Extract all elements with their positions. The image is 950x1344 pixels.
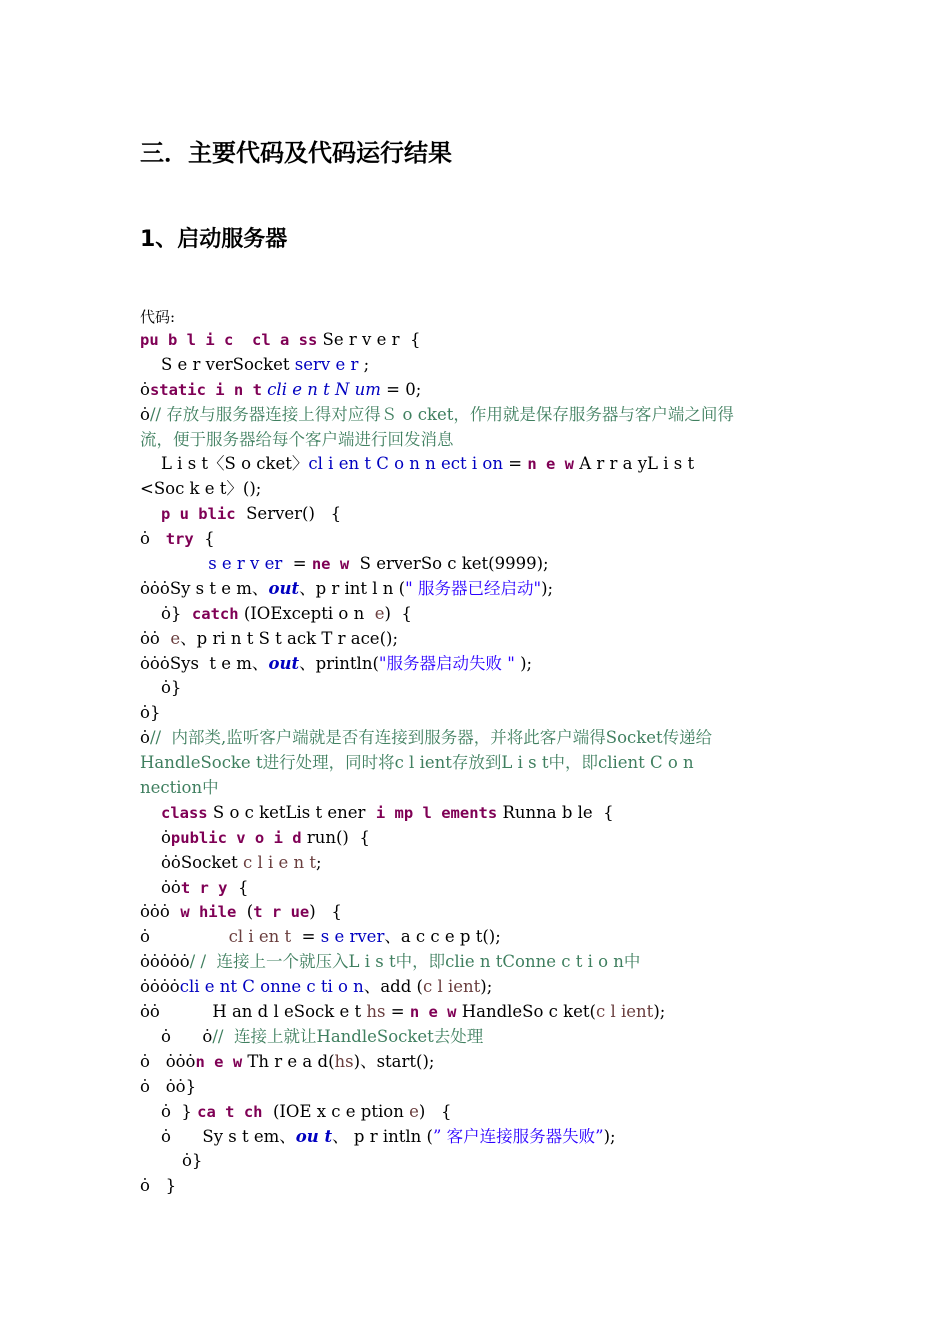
code-token: ȯ: [140, 529, 150, 549]
code-token: n e w: [527, 455, 574, 474]
code-token: // 存放与服务器连接上得对应得Ｓ o cket，作用就是保存服务器与客户端之间得: [149, 404, 734, 424]
code-line: [140, 452, 840, 477]
code-token: }: [170, 678, 182, 698]
code-token: Se r v e r {: [317, 330, 421, 349]
code-token: ) {: [384, 603, 412, 623]
code-token: ;: [316, 852, 322, 872]
code-token: cli e nt C onne c ti o n: [179, 977, 364, 997]
code-token: ȯȯ: [140, 628, 160, 648]
code-token: ȯȯȯ: [140, 902, 170, 922]
code-token: hs: [366, 1002, 386, 1022]
code-token: [140, 803, 161, 822]
code-token: {: [227, 877, 249, 897]
code-line: [140, 552, 840, 577]
code-token: 、println(: [299, 653, 379, 673]
code-token: =: [502, 454, 528, 474]
code-line: [140, 403, 840, 428]
code-token: =: [291, 927, 321, 947]
code-token: ȯȯ: [160, 877, 181, 897]
code-token: [140, 554, 208, 573]
code-token: {: [193, 529, 215, 549]
code-token: [150, 529, 166, 548]
code-token: ȯ: [140, 703, 150, 723]
code-token: ) {: [418, 1101, 452, 1121]
code-token: );: [653, 1002, 666, 1022]
code-token: ȯ: [160, 678, 171, 698]
code-line: [140, 925, 840, 950]
code-line: [140, 1100, 840, 1125]
code-token: pu b l i c cl a ss: [140, 331, 318, 349]
code-token: ȯ: [160, 1026, 171, 1046]
code-token: S erverSo c ket(9999);: [349, 554, 549, 574]
code-token: / / 连接上一个就压入L i s t中，即clie n tConne c t i o n中: [189, 952, 641, 972]
code-token: catch: [191, 604, 239, 623]
code-token: ca t ch: [197, 1102, 263, 1121]
code-token: [150, 1052, 166, 1071]
code-token: ȯȯȯ: [140, 578, 170, 598]
code-token: ȯ: [160, 1126, 171, 1146]
code-token: Sy s t e m、: [169, 578, 269, 598]
code-token: H an d l eSock e t: [159, 1002, 367, 1022]
code-token: [170, 902, 181, 921]
code-token: A r r a yL i s t: [573, 454, 695, 474]
code-token: ȯ: [160, 1101, 171, 1121]
code-token: ȯ: [160, 603, 171, 623]
code-token: ne w: [311, 555, 350, 574]
code-token: [140, 828, 161, 847]
code-token: =: [385, 1002, 410, 1022]
code-token: Server() {: [235, 504, 342, 524]
code-token: [140, 1102, 161, 1121]
code-block: [140, 328, 840, 1199]
code-token: ȯ: [202, 1026, 213, 1046]
subsection-heading: 1、启动服务器: [140, 227, 288, 252]
code-token: Socket: [180, 852, 243, 872]
code-token: );: [603, 1126, 616, 1146]
code-token: e: [409, 1101, 419, 1121]
code-token: ȯȯ: [160, 852, 181, 872]
code-token: try: [165, 530, 194, 549]
code-token: (: [236, 902, 254, 922]
code-token: out: [268, 653, 300, 673]
code-token: S e r verSocket: [140, 354, 295, 374]
code-line: [140, 950, 840, 975]
code-token: w hile: [180, 903, 237, 922]
code-token: c l ient: [596, 1002, 654, 1022]
code-line: [140, 776, 840, 801]
code-token: t r y: [180, 878, 228, 897]
code-token: );: [541, 578, 554, 598]
code-token: 流，便于服务器给每个客户端进行回发消息: [140, 429, 454, 449]
code-token: p u blic: [160, 505, 236, 524]
code-token: class: [160, 803, 208, 822]
code-token: [160, 629, 171, 648]
code-token: [140, 504, 161, 523]
section-heading: 三．主要代码及代码运行结果: [140, 139, 452, 167]
code-token: s e rver: [320, 927, 385, 947]
code-token: }: [191, 1151, 203, 1171]
code-token: 、add (: [363, 977, 423, 997]
code-line: [140, 428, 840, 453]
code-line: [140, 652, 840, 677]
code-token: <Soc k e t〉();: [140, 479, 262, 499]
code-token: "服务器启动失败 ": [378, 653, 515, 673]
code-token: ȯȯ: [140, 1002, 160, 1022]
code-token: HandleSo c ket(: [456, 1002, 596, 1022]
code-token: ȯȯȯȯȯ: [140, 952, 190, 972]
code-token: ȯ: [181, 1151, 192, 1171]
code-token: [150, 927, 229, 946]
code-token: [150, 1077, 166, 1096]
code-token: = 0;: [380, 379, 422, 399]
code-token: L i s t〈S o cket〉: [140, 454, 309, 474]
code-line: [140, 1025, 840, 1050]
code-token: HandleSocke t进行处理，同时将c l ient存放到L i s t中，即client C o n: [140, 753, 694, 773]
code-token: ȯȯ: [165, 1076, 186, 1096]
code-token: (IOExcepti o n: [238, 603, 375, 623]
code-token: t r ue: [253, 903, 310, 922]
code-line: [140, 676, 840, 701]
code-token: ȯȯȯ: [165, 1051, 196, 1071]
code-line: [140, 1050, 840, 1075]
code-line: [140, 627, 840, 652]
code-line: [140, 477, 840, 502]
code-token: e: [374, 603, 385, 623]
code-token: ȯ: [140, 1176, 150, 1196]
code-token: public v o i d: [170, 828, 302, 847]
code-token: Runna b le {: [497, 802, 614, 822]
code-line: [140, 1174, 840, 1199]
code-token: }: [170, 1101, 198, 1121]
code-token: run() {: [301, 827, 370, 847]
code-token: ;: [358, 354, 370, 374]
code-token: [140, 1151, 182, 1170]
code-token: [140, 1027, 161, 1046]
code-token: ” 客户连接服务器失败”: [432, 1126, 604, 1146]
code-line: [140, 577, 840, 602]
code-line: [140, 900, 840, 925]
code-token: }: [149, 703, 161, 723]
code-token: [140, 1127, 161, 1146]
code-token: i mp l ements: [375, 803, 498, 822]
code-token: // 连接上就让HandleSocket去处理: [212, 1026, 484, 1046]
code-token: [140, 853, 161, 872]
code-token: cl i en t: [228, 927, 292, 947]
code-token: }: [185, 1076, 197, 1096]
code-token: 、 p r intln (: [332, 1126, 433, 1146]
code-token: [140, 878, 161, 897]
code-line: [140, 876, 840, 901]
code-line: [140, 851, 840, 876]
code-line: [140, 1000, 840, 1025]
code-token: S o c ketLis t ener: [207, 802, 376, 822]
code-token: );: [514, 653, 533, 673]
code-line: [140, 751, 840, 776]
code-line: [140, 502, 840, 527]
code-line: [140, 378, 840, 403]
code-token: nection中: [140, 778, 219, 798]
code-line: [140, 801, 840, 826]
code-token: ȯȯȯȯ: [140, 977, 180, 997]
code-token: [171, 1027, 202, 1046]
code-token: Sy s t em、: [170, 1126, 296, 1146]
code-token: static i n t: [149, 380, 262, 399]
code-token: ȯ: [160, 827, 171, 847]
code-token: ȯ: [140, 728, 150, 748]
code-line: [140, 328, 840, 353]
code-token: 、a c c e p t();: [384, 927, 501, 947]
code-token: ou t: [295, 1126, 333, 1146]
code-token: (IOE x c e ption: [262, 1101, 410, 1121]
code-token: " 服务器已经启动": [405, 578, 542, 598]
code-token: ȯ: [140, 1076, 150, 1096]
code-token: );: [480, 977, 493, 997]
code-token: [140, 604, 161, 623]
code-line: [140, 726, 840, 751]
code-token: n e w: [195, 1052, 243, 1071]
code-token: hs: [334, 1051, 354, 1071]
code-token: ) {: [309, 902, 342, 922]
code-token: c l i e n t: [242, 852, 317, 872]
code-token: ȯ: [140, 927, 150, 947]
code-line: [140, 975, 840, 1000]
code-token: Th r e a d(: [242, 1051, 335, 1071]
code-line: [140, 1075, 840, 1100]
code-token: =: [282, 554, 312, 574]
code-token: ȯ: [140, 1051, 150, 1071]
code-token: cl i en t C o n n ect i on: [308, 454, 503, 474]
code-token: )、start();: [353, 1051, 435, 1071]
code-token: }: [170, 603, 192, 623]
code-token: ȯȯȯ: [140, 653, 170, 673]
code-line: [140, 353, 840, 378]
code-token: Sys t e m、: [169, 653, 269, 673]
code-token: cli e n t N um: [267, 379, 381, 399]
code-token: ȯ: [140, 404, 150, 424]
code-line: [140, 1149, 840, 1174]
code-token: 、p r int l n (: [299, 578, 406, 598]
code-line: [140, 826, 840, 851]
code-token: 、p ri n t S t ack T r ace();: [180, 628, 399, 648]
code-token: e: [170, 628, 181, 648]
code-line: [140, 701, 840, 726]
code-line: [140, 1125, 840, 1150]
code-token: serv e r: [294, 354, 359, 374]
code-token: s e r v er: [208, 554, 283, 574]
code-token: }: [149, 1176, 177, 1196]
code-token: [140, 678, 161, 697]
code-line: [140, 602, 840, 627]
code-token: // 内部类,监听客户端就是否有连接到服务器，并将此客户端得Socket传递给: [149, 728, 713, 748]
code-token: c l ient: [422, 977, 481, 997]
code-label: 代码:: [140, 308, 176, 326]
code-line: [140, 527, 840, 552]
code-token: ȯ: [140, 379, 150, 399]
code-token: n e w: [409, 1003, 457, 1022]
code-token: out: [268, 578, 300, 598]
